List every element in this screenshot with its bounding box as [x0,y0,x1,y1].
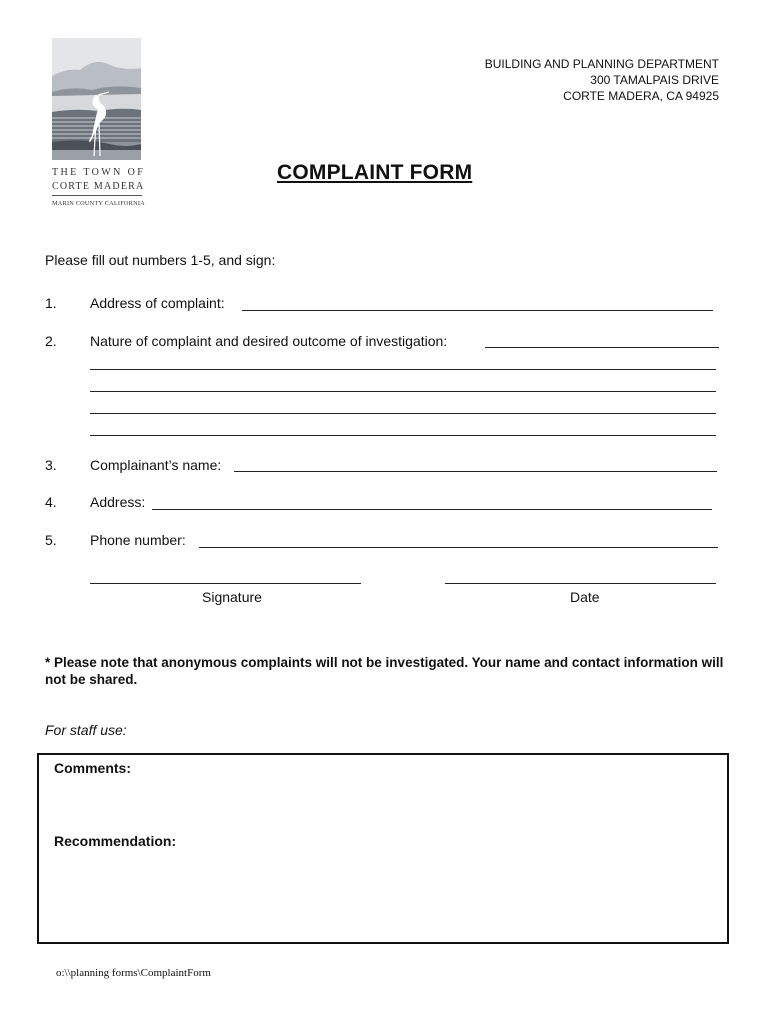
nature-of-complaint-line-5[interactable] [90,435,716,436]
address-field[interactable] [152,509,712,510]
staff-use-box [37,753,729,944]
item-number-5: 5. [45,532,57,548]
address-of-complaint-field[interactable] [242,310,713,311]
comments-label: Comments: [54,760,132,776]
staff-use-label: For staff use: [45,722,127,738]
address-of-complaint-label: Address of complaint: [90,295,225,311]
department-street: 300 TAMALPAIS DRIVE [590,73,719,87]
complainant-name-field[interactable] [234,471,717,472]
phone-number-field[interactable] [199,547,718,548]
anonymity-note: * Please note that anonymous complaints will not be investigated. Your name and contact information will not be shared. [45,655,724,687]
logo-corte-madera: CORTE MADERA [52,181,145,192]
date-field[interactable] [445,583,716,584]
nature-of-complaint-label: Nature of complaint and desired outcome of investigation: [90,333,448,349]
logo-town-of: THE TOWN OF [52,167,146,178]
department-city: CORTE MADERA, CA 94925 [563,89,719,103]
logo-divider [52,195,142,196]
heron-logo-icon [52,38,141,160]
nature-of-complaint-line-2[interactable] [90,369,716,370]
logo-county: MARIN COUNTY CALIFORNIA [52,200,145,207]
date-label: Date [570,589,600,605]
signature-label: Signature [202,589,262,605]
item-number-3: 3. [45,457,57,473]
nature-of-complaint-field[interactable] [485,347,719,348]
address-label: Address: [90,494,146,510]
department-name: BUILDING AND PLANNING DEPARTMENT [484,57,719,71]
complainant-name-label: Complainant’s name: [90,457,222,473]
file-path-footer: o:\\planning forms\ComplaintForm [56,967,211,979]
signature-field[interactable] [90,583,361,584]
recommendation-label: Recommendation: [54,833,177,849]
form-title: COMPLAINT FORM [277,161,473,184]
item-number-4: 4. [45,494,57,510]
phone-number-label: Phone number: [90,532,186,548]
nature-of-complaint-line-3[interactable] [90,391,716,392]
instructions: Please fill out numbers 1-5, and sign: [45,252,276,268]
nature-of-complaint-line-4[interactable] [90,413,716,414]
item-number-1: 1. [45,295,57,311]
item-number-2: 2. [45,333,57,349]
